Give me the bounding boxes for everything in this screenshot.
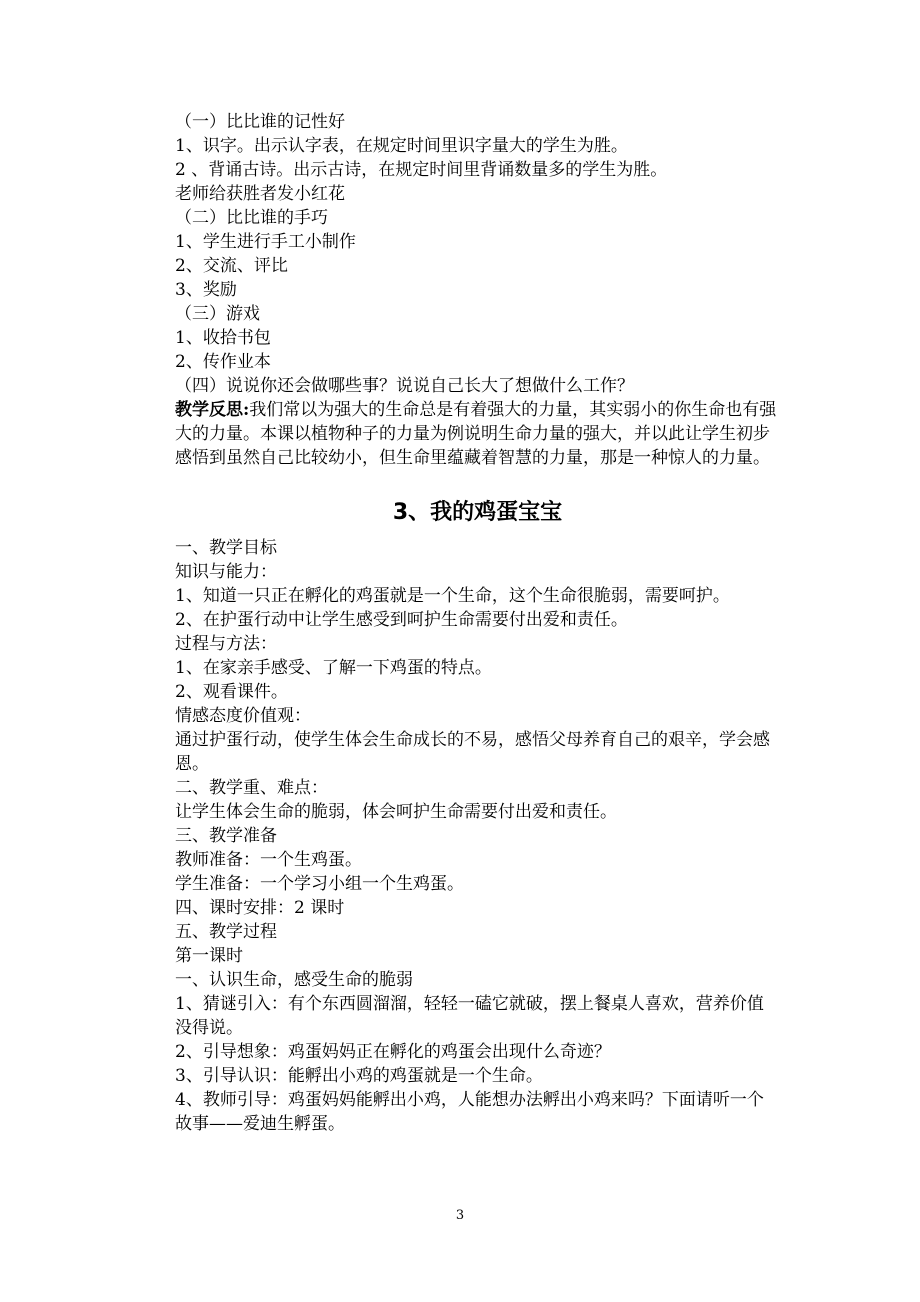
text-line: 1、猜谜引入：有个东西圆溜溜，轻轻一磕它就破，摆上餐桌人喜欢，营养价值没得说。	[175, 994, 764, 1038]
text-line: 2、引导想象：鸡蛋妈妈正在孵化的鸡蛋会出现什么奇迹？	[175, 1042, 611, 1062]
reflection-label: 教学反思	[175, 400, 243, 420]
text-line: 1、识字。出示认字表，在规定时间里识字量大的学生为胜。	[175, 136, 628, 156]
text-line: 二、教学重、难点：	[175, 778, 328, 798]
teaching-reflection	[175, 398, 780, 470]
text-line: （二）比比谁的手巧	[175, 208, 328, 228]
reflection-colon: :	[243, 400, 250, 420]
text-line: 知识与能力：	[175, 562, 277, 582]
text-line: 1、知道一只正在孵化的鸡蛋就是一个生命，这个生命很脆弱，需要呵护。	[175, 586, 730, 606]
text-line: 1、收拾书包	[175, 328, 271, 348]
text-line: 三、教学准备	[175, 826, 277, 846]
page-content	[175, 110, 780, 1136]
text-line: 过程与方法：	[175, 634, 277, 654]
text-line: （三）游戏	[175, 304, 260, 324]
text-line: 四、课时安排：2 课时	[175, 898, 345, 918]
text-line: 通过护蛋行动，使学生体会生命成长的不易，感悟父母养育自己的艰辛，学会感恩。	[175, 730, 770, 774]
text-line: 4、教师引导：鸡蛋妈妈能孵出小鸡，人能想办法孵出小鸡来吗？下面请听一个故事——爱迪生孵蛋。	[175, 1090, 764, 1134]
text-line: （一）比比谁的记性好	[175, 112, 345, 132]
section-activities	[175, 110, 780, 398]
section-lesson-plan	[175, 536, 780, 1136]
reflection-text: 我们常以为强大的生命总是有着强大的力量，其实弱小的你生命也有强大的力量。本课以植物种子的力量为例说明生命力量的强大，并以此让学生初步感悟到虽然自己比较幼小，但生命里蕴藏着智慧的力量，那是一种惊人的力量。	[175, 400, 777, 468]
text-line: 教师准备：一个生鸡蛋。	[175, 850, 362, 870]
text-line: 一、教学目标	[175, 538, 277, 558]
text-line: 2、交流、评比	[175, 256, 288, 276]
text-line: 学生准备：一个学习小组一个生鸡蛋。	[175, 874, 464, 894]
text-line: （四）说说你还会做哪些事？说说自己长大了想做什么工作？	[175, 376, 634, 396]
lesson-title: 3、我的鸡蛋宝宝	[392, 500, 563, 525]
text-line: 3、引导认识：能孵出小鸡的鸡蛋就是一个生命。	[175, 1066, 543, 1086]
page-number: 3	[455, 1208, 465, 1223]
text-line: 2 、背诵古诗。出示古诗，在规定时间里背诵数量多的学生为胜。	[175, 160, 668, 180]
text-line: 2、传作业本	[175, 352, 271, 372]
text-line: 第一课时	[175, 946, 243, 966]
text-line: 1、在家亲手感受、了解一下鸡蛋的特点。	[175, 658, 492, 678]
text-line: 1、学生进行手工小制作	[175, 232, 356, 252]
text-line: 情感态度价值观：	[175, 706, 311, 726]
text-line: 让学生体会生命的脆弱，体会呵护生命需要付出爱和责任。	[175, 802, 617, 822]
text-line: 老师给获胜者发小红花	[175, 184, 345, 204]
text-line: 五、教学过程	[175, 922, 277, 942]
text-line: 3、奖励	[175, 280, 237, 300]
text-line: 一、认识生命，感受生命的脆弱	[175, 970, 413, 990]
text-line: 2、观看课件。	[175, 682, 288, 702]
text-line: 2、在护蛋行动中让学生感受到呵护生命需要付出爱和责任。	[175, 610, 628, 630]
